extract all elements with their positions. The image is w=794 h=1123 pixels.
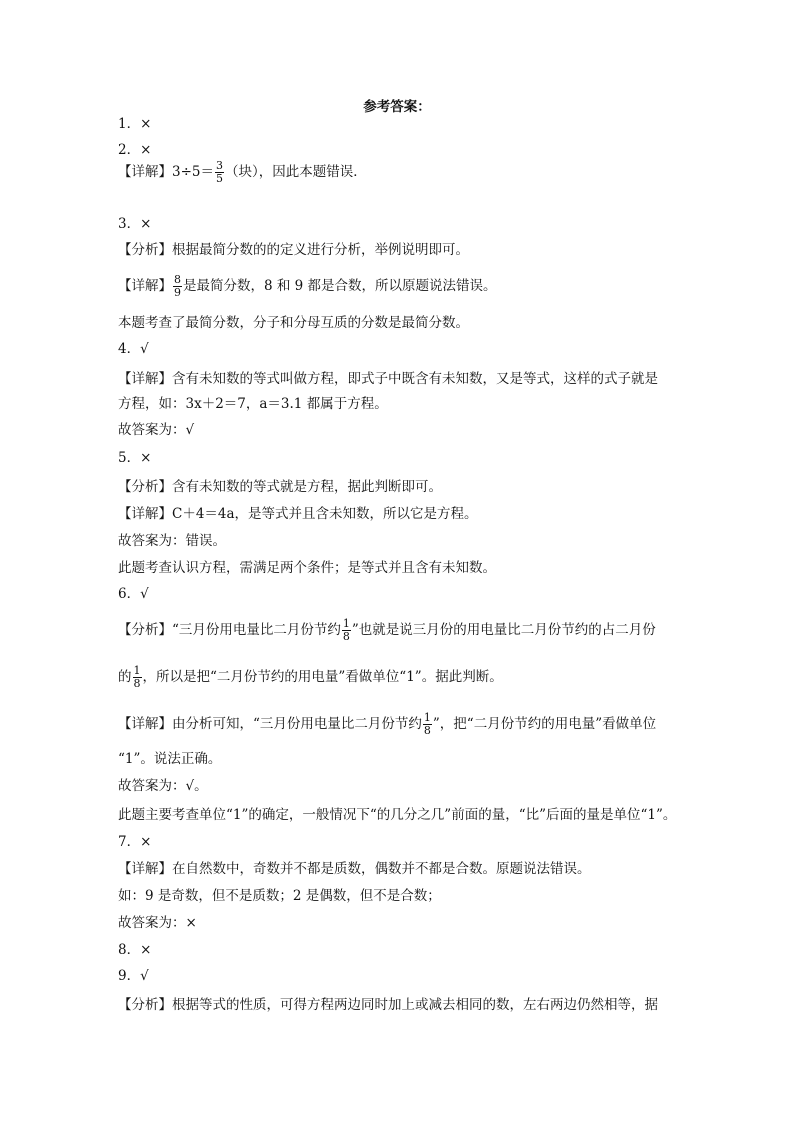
- answer-7: 7．×: [118, 834, 152, 850]
- answer-5-note: 此题考查认识方程，需满足两个条件；是等式并且含有未知数。: [118, 560, 496, 576]
- answer-7-result: 故答案为：×: [118, 915, 197, 931]
- answer-4-detail-line2: 方程，如：3x＋2＝7，a＝3.1 都属于方程。: [118, 396, 388, 412]
- analysis-text: ”也就是说三月份的用电量比二月份节约的占二月份: [351, 622, 656, 638]
- fraction: [423, 712, 432, 737]
- analysis-text: 的: [118, 669, 132, 685]
- answer-6-note: 此题主要考查单位“1”的确定，一般情况下“的几分之几”前面的量，“比”后面的量是单位“1”。: [118, 807, 677, 823]
- answer-9-analysis: 【分析】根据等式的性质，可得方程两边同时加上或减去相同的数，左右两边仍然相等，据: [118, 997, 658, 1013]
- answer-7-example: 如：9 是奇数，但不是质数；2 是偶数，但不是合数；: [118, 888, 441, 904]
- answer-9: 9．√: [118, 968, 149, 984]
- detail-text: ”，把“二月份节约的用电量”看做单位: [432, 716, 657, 732]
- analysis-text: ，所以是把“二月份节约的用电量”看做单位“1”。据此判断。: [142, 669, 503, 685]
- detail-text: 是最简分数，8 和 9 都是合数，所以原题说法错误。: [183, 278, 497, 294]
- answer-5-detail: 【详解】C＋4＝4a，是等式并且含未知数，所以它是方程。: [118, 506, 478, 522]
- analysis-text: 【分析】“三月份用电量比二月份节约: [118, 622, 341, 638]
- numerator: 1: [423, 711, 431, 724]
- answer-6-result: 故答案为：√。: [118, 778, 208, 794]
- fraction: [133, 665, 142, 690]
- answer-7-detail: 【详解】在自然数中，奇数并不都是质数，偶数并不都是合数。原题说法错误。: [118, 861, 591, 877]
- numerator: 8: [174, 273, 181, 286]
- answer-4: 4．√: [118, 341, 149, 357]
- numerator: 1: [133, 664, 141, 677]
- fraction: [215, 160, 224, 185]
- answer-6-detail-line2: “1”。说法正确。: [118, 751, 222, 767]
- answer-6-detail-line1: [118, 708, 678, 740]
- detail-text: （块），因此本题错误．: [225, 164, 367, 180]
- answer-8: 8．×: [118, 942, 152, 958]
- answer-5-result: 故答案为：错误。: [118, 533, 226, 549]
- answer-3-detail: [118, 270, 678, 302]
- answer-6: 6．√: [118, 586, 149, 602]
- answer-6-analysis-line1: [118, 614, 678, 646]
- denominator: 8: [342, 630, 350, 643]
- answer-2-detail: [118, 156, 678, 188]
- page-title: 参考答案：: [363, 99, 431, 115]
- fraction: [173, 274, 182, 299]
- answer-6-analysis-line2: [118, 661, 678, 693]
- detail-text: 【详解】由分析可知，“三月份用电量比二月份节约: [118, 716, 422, 732]
- answer-3-note: 本题考查了最简分数，分子和分母互质的分数是最简分数。: [118, 315, 469, 331]
- answer-1: 1．×: [118, 116, 152, 132]
- numerator: 1: [342, 617, 350, 630]
- denominator: 9: [174, 286, 181, 299]
- numerator: 3: [216, 159, 223, 172]
- answer-3-analysis: 【分析】根据最简分数的的定义进行分析，举例说明即可。: [118, 242, 469, 258]
- answer-4-result: 故答案为：√: [118, 422, 195, 438]
- detail-text: 【详解】: [118, 278, 172, 294]
- denominator: 8: [133, 677, 141, 690]
- answer-2: 2．×: [118, 142, 152, 158]
- denominator: 5: [216, 172, 223, 185]
- answer-3: 3．×: [118, 216, 152, 232]
- answer-5-analysis: 【分析】含有未知数的等式就是方程，据此判断即可。: [118, 479, 442, 495]
- answer-5: 5．×: [118, 450, 152, 466]
- detail-text: 【详解】3÷5＝: [118, 164, 214, 180]
- denominator: 8: [423, 724, 431, 737]
- fraction: [342, 618, 351, 643]
- answer-4-detail-line1: 【详解】含有未知数的等式叫做方程，即式子中既含有未知数，又是等式，这样的式子就是: [118, 371, 658, 387]
